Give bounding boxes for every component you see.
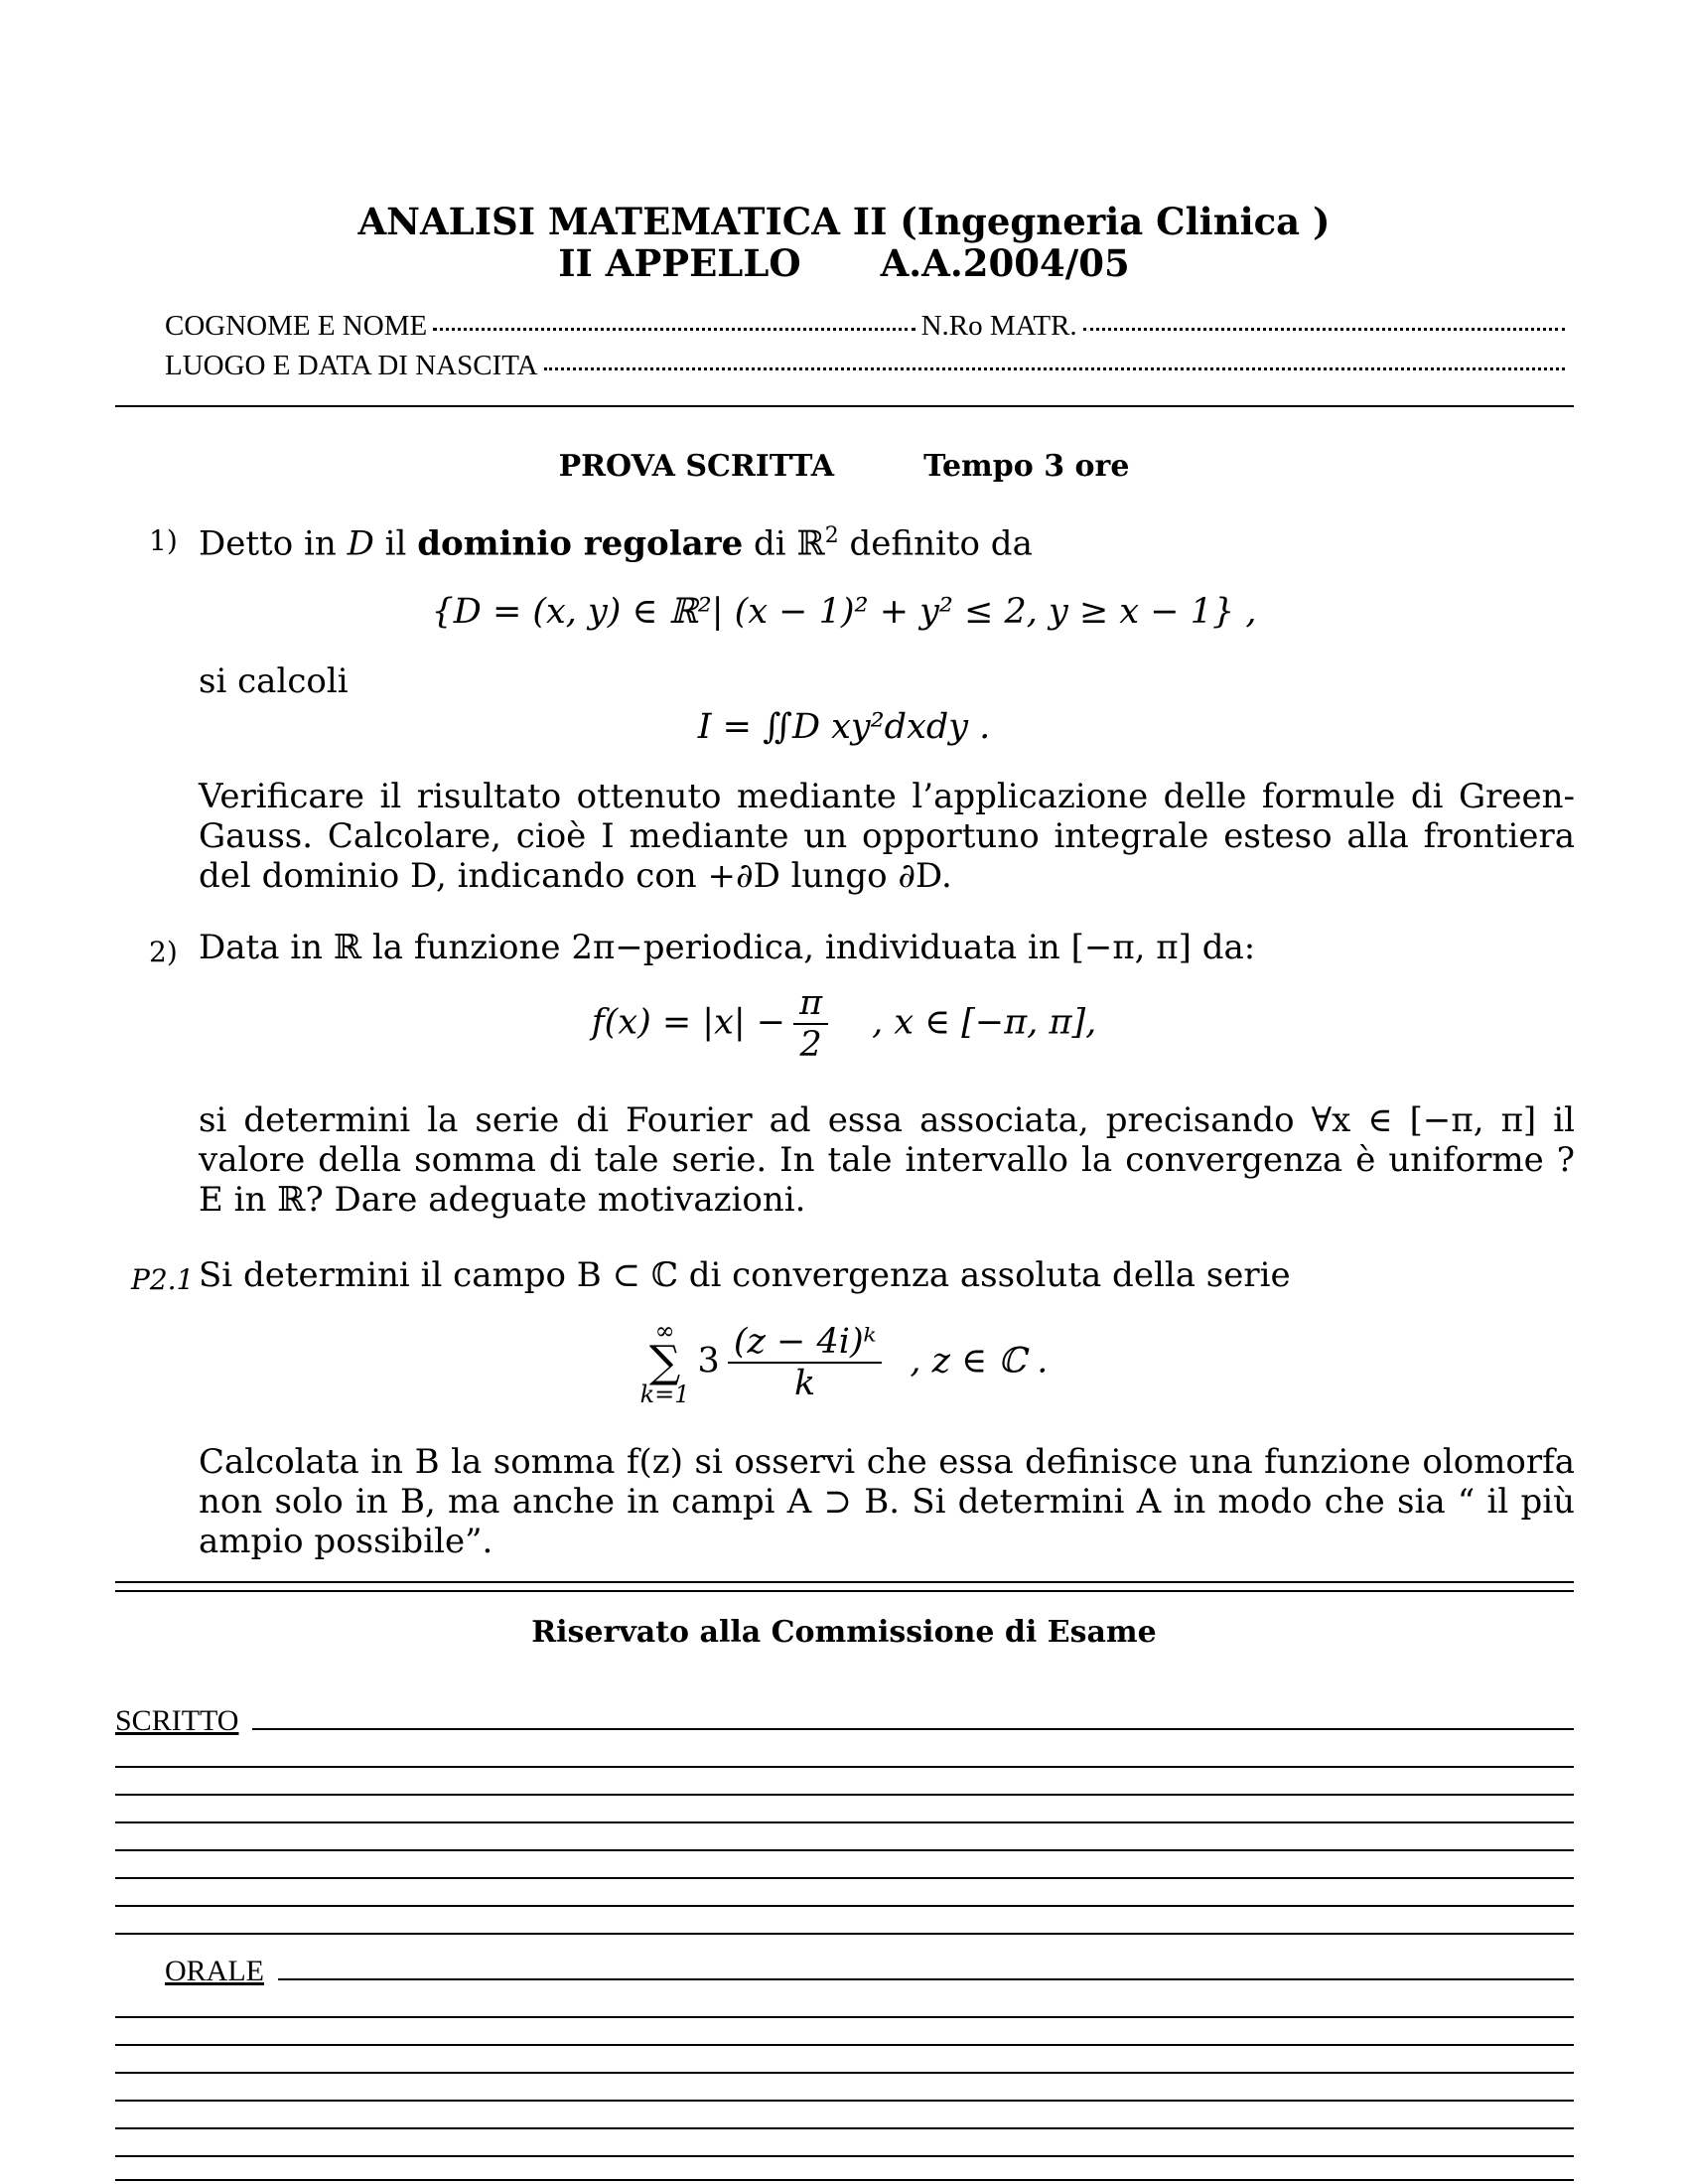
matr-dots[interactable] xyxy=(1083,328,1565,331)
written-line-8[interactable] xyxy=(115,1933,1574,1935)
sum-bottom: k=1 xyxy=(639,1381,690,1408)
p2-func-num: π xyxy=(793,983,828,1025)
exam-time: Tempo 3 ore xyxy=(923,449,1130,484)
problem-3-text: Calcolata in B la somma f(z) si osservi che essa definisce una funzione olomorfa non solo in B, ma anche in campi A ⊃ B. Si determini A in modo che sia “ il più ampio possibile”. xyxy=(199,1442,1575,1561)
problem-1-number: 1) xyxy=(149,524,178,557)
series-right: , z ∈ ℂ . xyxy=(910,1341,1049,1382)
problem-2-intro: Data in ℝ la funzione 2π−periodica, individuata in [−π, π] da: xyxy=(199,928,1256,967)
p1-intro-b: il xyxy=(373,523,418,564)
p2-func-frac xyxy=(793,983,828,1065)
p1-intro-d: D xyxy=(347,523,374,564)
p2-func-den: 2 xyxy=(799,1025,822,1065)
oral-label: ORALE xyxy=(165,1955,264,1987)
written-label: SCRITTO xyxy=(115,1704,239,1737)
problem-3-number: P2.1 xyxy=(131,1263,195,1296)
appello-label: II APPELLO xyxy=(558,241,801,285)
series-num: (z − 4i)ᵏ xyxy=(728,1322,883,1364)
written-row xyxy=(115,1704,1574,1738)
matr-label: N.Ro MATR. xyxy=(920,310,1077,342)
written-line-7[interactable] xyxy=(115,1905,1574,1907)
oral-line-7[interactable] xyxy=(115,2155,1574,2157)
problem-2-number: 2) xyxy=(149,936,178,968)
problem-2-text: si determini la serie di Fourier ad essa associata, precisando ∀x ∈ [−π, π] il valore della somma di tale serie. In tale intervallo la convergenza è uniforme ? E in ℝ? Dare adeguate motivazioni. xyxy=(199,1100,1575,1220)
exam-title: ANALISI MATEMATICA II (Ingegneria Clinica ) xyxy=(357,200,1331,243)
problem-1-intro xyxy=(199,516,1575,563)
series-frac xyxy=(728,1322,883,1403)
name-dots[interactable] xyxy=(433,328,914,331)
oral-row xyxy=(165,1955,1574,1988)
sum-sigma: ∑ xyxy=(648,1337,681,1387)
oral-line-4[interactable] xyxy=(115,2072,1574,2074)
oral-line-5[interactable] xyxy=(115,2100,1574,2102)
written-line-5[interactable] xyxy=(115,1849,1574,1851)
series-den: k xyxy=(794,1364,816,1403)
oral-line-8[interactable] xyxy=(115,2179,1574,2181)
birth-dots[interactable] xyxy=(544,367,1565,370)
problem-1-integral: I = ∬D xy²dxdy . xyxy=(697,707,991,747)
written-line-2[interactable] xyxy=(115,1766,1574,1768)
problem-1-calc: si calcoli xyxy=(199,661,349,701)
birth-row xyxy=(165,350,1571,382)
written-line-6[interactable] xyxy=(115,1877,1574,1879)
commission-divider xyxy=(115,1581,1574,1592)
written-line-3[interactable] xyxy=(115,1794,1574,1796)
p1-intro-c: di ℝ xyxy=(743,523,825,564)
header-divider xyxy=(115,405,1574,407)
p2-func-left: f(x) = |x| − xyxy=(591,1002,786,1043)
name-label: COGNOME E NOME xyxy=(165,310,428,342)
written-line-4[interactable] xyxy=(115,1821,1574,1823)
p2-func-right: , x ∈ [−π, π], xyxy=(872,1002,1097,1043)
name-matr-row xyxy=(165,310,1571,343)
written-line[interactable] xyxy=(252,1728,1574,1730)
oral-line[interactable] xyxy=(278,1978,1574,1980)
oral-line-2[interactable] xyxy=(115,2016,1574,2018)
p1-intro-bold: dominio regolare xyxy=(417,523,744,564)
problem-2-function xyxy=(0,983,1688,1065)
birth-label: LUOGO E DATA DI NASCITA xyxy=(165,350,538,381)
commission-title: Riservato alla Commissione di Esame xyxy=(531,1615,1157,1650)
p1-intro-d2: definito da xyxy=(838,523,1033,564)
exam-type: PROVA SCRITTA xyxy=(558,449,835,484)
problem-1-set: {D = (x, y) ∈ ℝ²| (x − 1)² + y² ≤ 2, y ≥ x − 1} , xyxy=(431,592,1257,632)
sum-top: ∞ xyxy=(654,1317,675,1345)
problem-3-intro: Si determini il campo B ⊂ ℂ di convergenza assoluta della serie xyxy=(199,1255,1291,1295)
oral-line-6[interactable] xyxy=(115,2127,1574,2129)
oral-line-3[interactable] xyxy=(115,2044,1574,2046)
p1-intro-sup: 2 xyxy=(824,523,839,548)
sum-symbol xyxy=(640,1317,690,1408)
academic-year: A.A.2004/05 xyxy=(880,241,1130,285)
p1-intro-a: Detto in xyxy=(199,523,348,564)
exam-session xyxy=(0,242,1688,284)
exam-subtitle xyxy=(0,449,1688,484)
problem-3-series xyxy=(0,1317,1688,1408)
series-coef: 3 xyxy=(697,1341,720,1382)
problem-1-text: Verificare il risultato ottenuto mediante l’applicazione delle formule di Green-Gauss. Calcolare, cioè I mediante un opportuno integrale esteso alla frontiera del dominio D, indicando con +∂D lungo ∂D. xyxy=(199,777,1575,896)
